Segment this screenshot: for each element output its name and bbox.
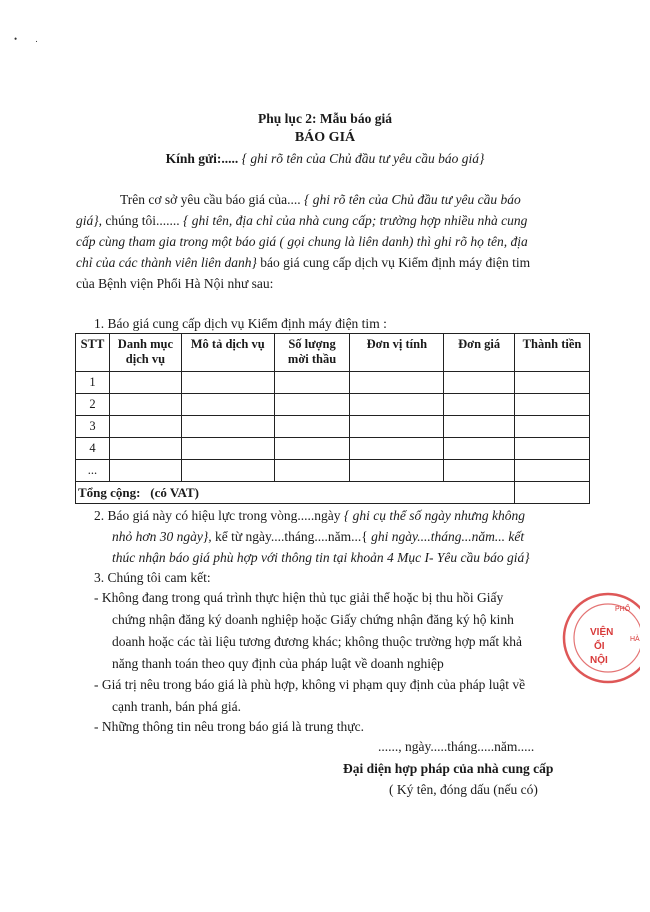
column-header: Thành tiền [515,334,590,372]
commitment-1-line-1: - Không đang trong quá trình thực hiện thủ tục giải thể hoặc bị thu hồi Giấy [94,590,504,605]
addressee-label: Kính gửi:..... [165,151,239,166]
section-2-text: kể từ ngày....tháng....năm...{ [214,529,368,544]
svg-text:HÀ: HÀ [630,636,640,643]
section-2-text: 2. Báo giá này có hiệu lực trong vòng.....ngày [94,508,341,523]
commitment-2-line-2: cạnh tranh, bán phá giá. [112,699,241,714]
section-2-hint: nhỏ hơn 30 ngày}, [112,529,212,544]
signature-title: Đại diện hợp pháp của nhà cung cấp [343,761,554,776]
total-note: (có VAT) [150,484,199,500]
section-1-heading: 1. Báo giá cung cấp dịch vụ Kiểm định máy điện tim : [94,316,387,331]
addressee-line [0,151,650,167]
table-total-row [76,482,590,504]
document-title: BÁO GIÁ [294,130,356,145]
commitment-1-line-3: doanh hoặc các tài liệu tương đương khác; không thuộc trường hợp mất khả [112,634,523,649]
intro-hint: { ghi rõ tên của Chủ đầu tư yêu cầu báo [303,192,521,207]
column-header: Danh mục dịch vụ [109,334,181,372]
row-number: 1 [76,372,110,394]
commitment-3: - Những thông tin nêu trong báo giá là trung thực. [94,719,364,734]
table-row [76,394,590,416]
signature-date-line: ......, ngày.....tháng.....năm..... [378,739,535,754]
signature-note: ( Ký tên, đóng dấu (nếu có) [389,782,538,797]
column-header: Số lượng mời thầu [274,334,350,372]
addressee-hint: { ghi rõ tên của Chủ đầu tư yêu cầu báo giá} [241,151,485,166]
intro-text: Trên cơ sở yêu cầu báo giá của.... [120,192,301,207]
intro-text: chúng tôi....... [105,213,180,228]
row-number: 3 [76,416,110,438]
column-header: Đơn vị tính [350,334,444,372]
commitment-1-line-2: chứng nhận đăng ký doanh nghiệp hoặc Giấy chứng nhận đăng ký hộ kinh [112,612,514,627]
row-number: ... [76,460,110,482]
section-2-hint: ghi ngày....tháng...năm... kết [371,529,525,544]
section-2-hint: { ghi cụ thể số ngày nhưng không [343,508,526,523]
commitment-1-line-4: năng thanh toán theo quy định của pháp luật về doanh nghiệp [112,656,444,671]
column-header: Đơn giá [444,334,515,372]
section-2-line-1 [94,506,525,526]
red-seal-stamp [560,583,640,693]
scan-marks: • . [14,34,46,44]
intro-text: của Bệnh viện Phổi Hà Nội như sau: [76,276,274,291]
row-number: 4 [76,438,110,460]
table-row [76,416,590,438]
table-header-row [76,334,590,372]
svg-text:VIỆN: VIỆN [590,627,614,638]
intro-text: báo giá cung cấp dịch vụ Kiểm định máy điện tim [260,255,531,270]
table-row [76,372,590,394]
intro-hint: { ghi tên, địa chỉ của nhà cung cấp; trường hợp nhiều nhà cung [183,213,528,228]
intro-paragraph [76,189,588,294]
svg-text:PHỔ: PHỔ [615,606,631,613]
svg-text:NỘI: NỘI [590,655,608,666]
intro-hint: giá}, [76,213,103,228]
section-3-heading: 3. Chúng tôi cam kết: [94,570,211,585]
section-2-line-2 [112,527,524,547]
total-label-cell [76,482,515,504]
table-row [76,460,590,482]
row-number: 2 [76,394,110,416]
svg-text:ỔI: ỔI [594,641,605,652]
total-label: Tổng cộng: [78,484,141,500]
column-header: Mô tả dịch vụ [181,334,274,372]
appendix-heading: Phụ lục 2: Mẫu báo giá [258,111,392,126]
intro-hint: chỉ của các thành viên liên danh} [76,255,257,270]
quote-table [75,333,590,504]
intro-hint: cấp cùng tham gia trong một báo giá ( gọi chung là liên danh) thì ghi rõ họ tên, địa [76,234,528,249]
column-header: STT [76,334,110,372]
commitment-2-line-1: - Giá trị nêu trong báo giá là phù hợp, không vi phạm quy định của pháp luật về [94,677,526,692]
total-value-cell [515,482,590,504]
section-2-line-3: thúc nhận báo giá phù hợp với thông tin tại khoản 4 Mục I- Yêu cầu báo giá} [112,550,530,565]
table-row [76,438,590,460]
